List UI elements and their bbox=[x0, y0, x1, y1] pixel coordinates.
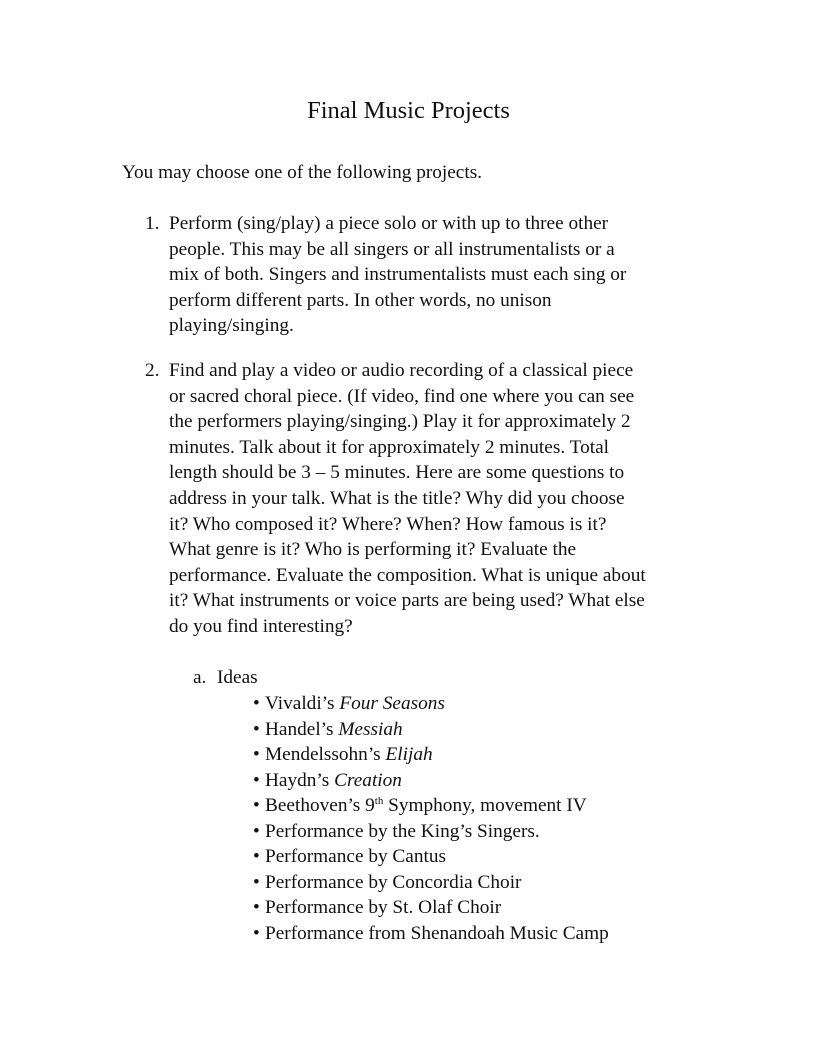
text-line: people. This may be all singers or all instrumentalists or a bbox=[169, 238, 615, 260]
list-item bbox=[253, 768, 609, 794]
list-item bbox=[253, 793, 609, 819]
text-line: playing/singing. bbox=[169, 315, 294, 337]
list-item bbox=[253, 742, 609, 768]
bullet-icon: • bbox=[253, 769, 260, 791]
text-line: What genre is it? Who is performing it? Evaluate the bbox=[169, 539, 577, 561]
text-line: Perform (sing/play) a piece solo or with up to three other bbox=[169, 213, 609, 234]
ordinal-suffix: th bbox=[374, 795, 384, 808]
text-line: it? Who composed it? Where? When? How famous is it? bbox=[169, 513, 607, 535]
sublist-letter: a. bbox=[193, 667, 207, 688]
text-line: do you find interesting? bbox=[169, 615, 353, 637]
ideas-list bbox=[253, 691, 609, 946]
work-title: Messiah bbox=[338, 718, 403, 740]
text-line: minutes. Talk about it for approximately 2 minutes. Total bbox=[169, 436, 609, 458]
text-line: address in your talk. What is the title? Why did you choose bbox=[169, 487, 625, 509]
list-item bbox=[253, 921, 609, 947]
list-item bbox=[253, 691, 609, 717]
idea-text: Handel’s bbox=[265, 718, 339, 740]
idea-text: Vivaldi’s bbox=[265, 693, 340, 714]
idea-text: Beethoven’s 9 bbox=[265, 795, 375, 817]
idea-text: Haydn’s bbox=[265, 769, 335, 791]
bullet-icon: • bbox=[253, 795, 260, 817]
idea-text: Performance by Concordia Choir bbox=[265, 871, 522, 893]
work-title: Elijah bbox=[385, 744, 433, 766]
text-line: or sacred choral piece. (If video, find one where you can see bbox=[169, 385, 635, 407]
text-line: perform different parts. In other words, no unison bbox=[169, 289, 552, 311]
sublist-label: Ideas bbox=[217, 667, 258, 688]
idea-text: Performance by Cantus bbox=[265, 846, 446, 868]
list-item bbox=[253, 819, 609, 845]
bullet-icon: • bbox=[253, 718, 260, 740]
project-item-1 bbox=[145, 211, 705, 339]
text-line: the performers playing/singing.) Play it for approximately 2 bbox=[169, 411, 631, 433]
text-line: mix of both. Singers and instrumentalists must each sing or bbox=[169, 264, 627, 286]
bullet-icon: • bbox=[253, 820, 260, 842]
list-item bbox=[253, 870, 609, 896]
list-item bbox=[253, 844, 609, 870]
idea-text: Performance by St. Olaf Choir bbox=[265, 897, 502, 919]
idea-text: Symphony, movement IV bbox=[383, 795, 587, 817]
list-item bbox=[253, 717, 609, 743]
text-line: performance. Evaluate the composition. What is unique about bbox=[169, 564, 646, 586]
idea-text: Performance by the King’s Singers. bbox=[265, 820, 540, 842]
list-number: 1. bbox=[145, 213, 160, 234]
ideas-subheading bbox=[193, 665, 258, 691]
intro-text: You may choose one of the following projects. bbox=[122, 162, 483, 183]
list-item bbox=[253, 895, 609, 921]
work-title: Four Seasons bbox=[339, 693, 445, 714]
idea-text: Mendelssohn’s bbox=[265, 744, 386, 766]
project-item-2 bbox=[145, 358, 705, 640]
page-title: Final Music Projects bbox=[307, 97, 510, 124]
bullet-icon: • bbox=[253, 897, 260, 919]
bullet-icon: • bbox=[253, 846, 260, 868]
bullet-icon: • bbox=[253, 744, 260, 766]
list-number: 2. bbox=[145, 360, 160, 381]
text-line: Find and play a video or audio recording of a classical piece bbox=[169, 360, 634, 381]
bullet-icon: • bbox=[253, 871, 260, 893]
bullet-icon: • bbox=[253, 922, 260, 944]
text-line: it? What instruments or voice parts are being used? What else bbox=[169, 590, 645, 612]
bullet-icon: • bbox=[253, 693, 260, 714]
work-title: Creation bbox=[334, 769, 402, 791]
idea-text: Performance from Shenandoah Music Camp bbox=[265, 922, 609, 944]
text-line: length should be 3 – 5 minutes. Here are some questions to bbox=[169, 462, 625, 484]
